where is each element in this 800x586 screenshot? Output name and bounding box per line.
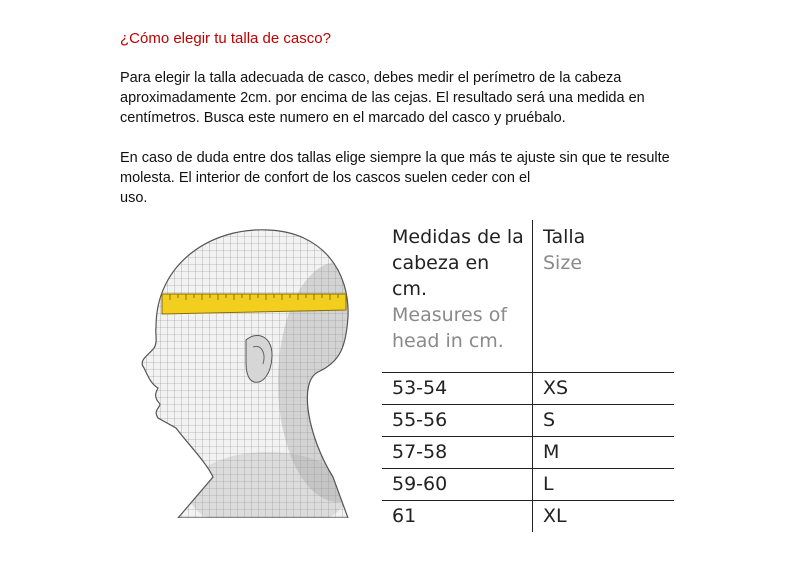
page-title: ¿Cómo elegir tu talla de casco? [120, 30, 331, 47]
header-size-en: Size [543, 252, 583, 274]
measure-cell: 59-60 [382, 469, 533, 501]
measuring-tape-band [162, 294, 346, 314]
size-cell: S [533, 405, 675, 437]
size-cell: L [533, 469, 675, 501]
header-measures [382, 220, 533, 373]
advice-line-1: En caso de duda entre dos tallas elige siempre la que más te ajuste sin que te resulte [120, 150, 670, 166]
header-measures-en: Measures of head in cm. [392, 304, 508, 352]
advice-paragraph [120, 148, 700, 208]
measure-cell: 55-56 [382, 405, 533, 437]
size-chart-table [382, 220, 674, 532]
measure-cell: 61 [382, 501, 533, 533]
advice-line-2: molesta. El interior de confort de los cascos suelen ceder con el [120, 170, 531, 186]
table-row [382, 469, 674, 501]
measure-cell: 53-54 [382, 373, 533, 405]
size-cell: XL [543, 505, 567, 527]
table-header-row [382, 220, 674, 373]
header-size [533, 220, 675, 373]
table-row [382, 373, 674, 405]
head-measurement-illustration [118, 222, 368, 518]
instructions-paragraph: Para elegir la talla adecuada de casco, debes medir el perímetro de la cabeza aproximadamente 2cm. por encima de las cejas. El resultado será una medida en centímetros. Busca este numero en el marcado del casco y pruébalo. [120, 70, 645, 126]
header-measures-es: Medidas de la cabeza en cm. [392, 226, 524, 300]
size-cell: XS [533, 373, 675, 405]
header-size-es: Talla [543, 226, 586, 248]
table-row [382, 405, 674, 437]
size-cell: M [533, 437, 675, 469]
table-row [382, 501, 674, 533]
advice-line-3: uso. [120, 190, 148, 206]
table-row [382, 437, 674, 469]
measure-cell: 57-58 [382, 437, 533, 469]
head-wireframe-image [118, 222, 368, 518]
